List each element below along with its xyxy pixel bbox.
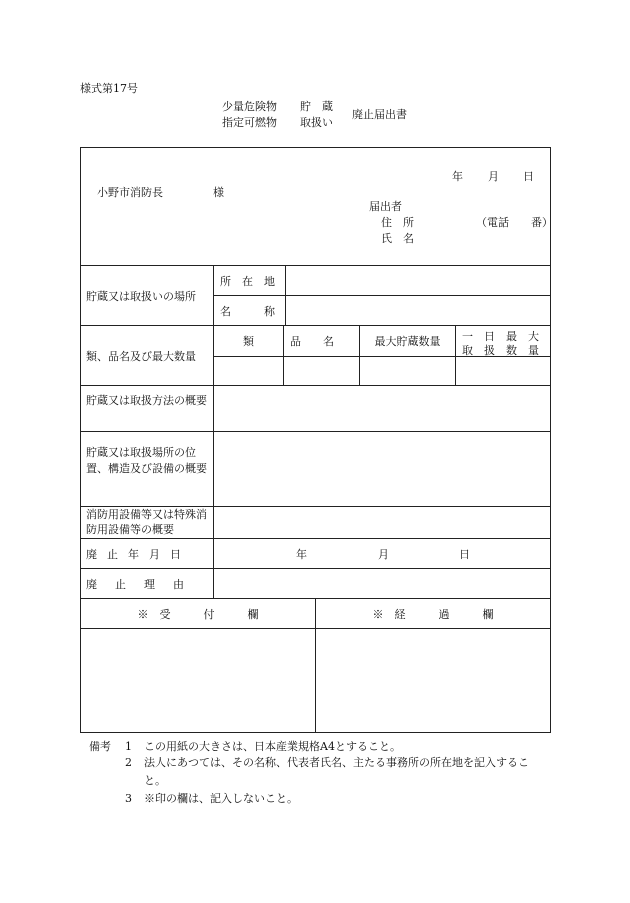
col-type: 類 — [243, 335, 254, 348]
remark-1-num: 1 — [125, 740, 132, 753]
document-title: 廃止届出書 — [352, 108, 407, 121]
abolition-reason-label: 廃止理由 — [86, 577, 202, 591]
abolition-date-label: 廃止年月日 — [86, 547, 191, 561]
col-max-storage: 最大貯蔵数量 — [374, 335, 441, 348]
types-label: 類、品名及び最大数量 — [86, 349, 196, 363]
address-label: 住 所 — [381, 216, 414, 229]
date-year-label: 年 — [452, 170, 463, 183]
remark-3-text: ※印の欄は、記入しないこと。 — [144, 792, 298, 805]
reception-label: ※ 受 付 欄 — [137, 607, 259, 621]
name-label: 氏 名 — [381, 232, 414, 245]
honorific: 様 — [213, 186, 224, 199]
remark-3-num: 3 — [125, 792, 132, 805]
phone-label: （電話 番） — [476, 216, 553, 229]
remark-1-text: この用紙の大きさは、日本産業規格A4とすること。 — [144, 740, 401, 753]
title-action-2: 取扱い — [300, 116, 333, 129]
place-label: 貯蔵又は取扱いの場所 — [86, 289, 196, 303]
fire-equipment-label: 消防用設備等又は特殊消防用設備等の概要 — [86, 508, 207, 536]
abolition-year: 年 — [296, 548, 307, 561]
col-product: 品 名 — [290, 335, 334, 348]
facility-name-label: 名 称 — [220, 304, 275, 318]
form-number: 様式第17号 — [80, 82, 138, 95]
abolition-month: 月 — [378, 548, 389, 561]
facility-label: 貯蔵又は取扱場所の位置、構造及び設備の概要 — [86, 446, 207, 475]
addressee: 小野市消防長 — [97, 186, 163, 199]
location-label: 所 在 地 — [220, 274, 275, 288]
date-day-label: 日 — [523, 170, 534, 183]
col-daily-max-line1: 一 日 最 大 — [462, 330, 539, 343]
remark-2-num: 2 — [125, 756, 132, 769]
title-action-1: 貯 蔵 — [300, 100, 333, 113]
progress-label: ※ 経 過 欄 — [372, 607, 494, 621]
title-substance-2: 指定可燃物 — [222, 116, 277, 129]
remark-2-text: 法人にあつては、その名称、代表者氏名、主たる事務所の所在地を記入すること。 — [144, 756, 529, 787]
method-label: 貯蔵又は取扱方法の概要 — [86, 394, 207, 407]
remarks-heading: 備考 — [89, 740, 111, 753]
title-substance-1: 少量危険物 — [222, 100, 277, 113]
date-month-label: 月 — [488, 170, 499, 183]
col-daily-max-line2: 取 扱 数 量 — [462, 344, 539, 357]
notifier-label: 届出者 — [369, 200, 402, 213]
abolition-day: 日 — [459, 548, 470, 561]
